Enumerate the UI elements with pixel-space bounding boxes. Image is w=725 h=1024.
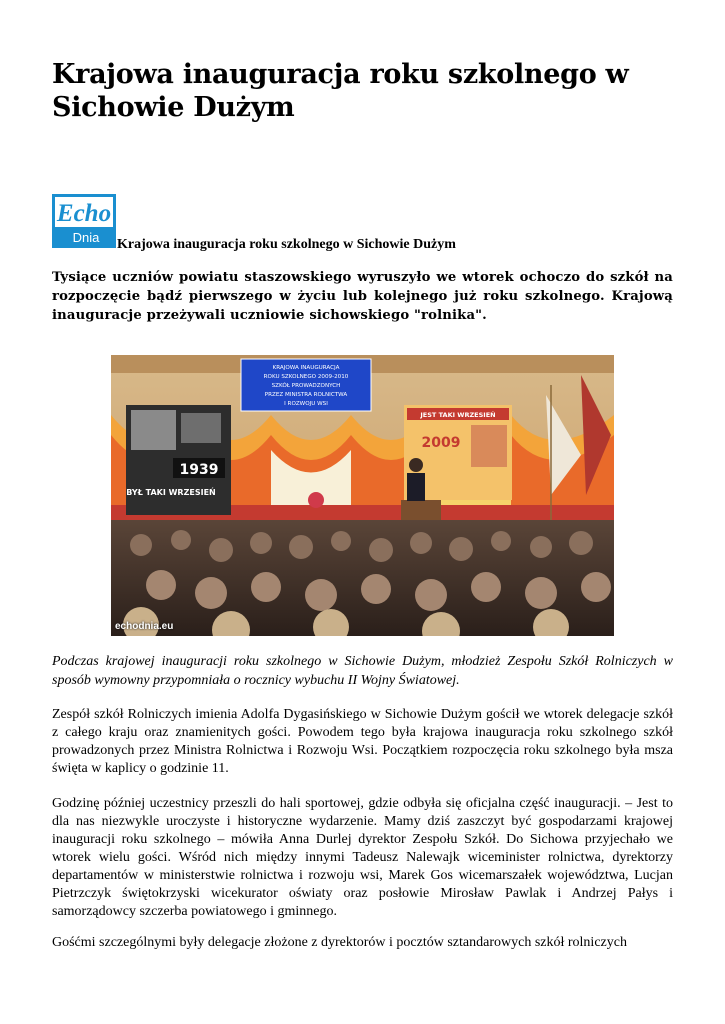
banner-line-5: I ROZWOJU WSI (284, 401, 328, 407)
banner-line-4: PRZEZ MINISTRA ROLNICTWA (264, 392, 348, 398)
banner-line-1: KRAJOWA INAUGURACJA (272, 365, 340, 371)
sign-1939: 1939 (179, 462, 219, 478)
article-title: Krajowa inauguracja roku szkolnego w Sichowie Dużym (52, 59, 629, 123)
article-paragraph-1: Zespół szkół Rolniczych imienia Adolfa Dygasińskiego w Sichowie Dużym gościł we wtorek delegacje szkół z całego kraju oraz znamienitych gości. Powodem tego była krajowa inauguracja roku szkolnego szkół prowadzonych przez Ministra Rolnictwa i Rozwoju Wsi. Początkiem rozpoczęcia roku szkolnego była msza święta w kaplicy o godzinie 11. (52, 707, 673, 776)
echo-dnia-logo (52, 194, 116, 248)
article-paragraph-3: Gośćmi szczególnymi były delegacje złożone z dyrektorów i pocztów sztandarowych szkół rolniczych (52, 935, 627, 950)
article-subheading: Krajowa inauguracja roku szkolnego w Sichowie Dużym (117, 237, 456, 252)
sign-jest-taki-wrzesien: JEST TAKI WRZESIEŃ (420, 411, 496, 419)
banner-line-3: SZKÓŁ PROWADZONYCH (271, 383, 341, 389)
article-paragraph-2: Godzinę później uczestnicy przeszli do hali sportowej, gdzie odbyła się oficjalna część inauguracji. – Jest to dla nas niezwykle uroczyste i historyczne wydarzenie. Mamy dziś zaszczyt być gospodarzami krajowej inauguracji roku szkolnego – mówiła Anna Durlej dyrektor Zespołu Szkół. Do Sichowa przyjechało we wtorek wielu gości. Wśród nich między innymi Tadeusz Nalewajk wiceminister rolnictwa, dyrektorzy departamentów w ministerstwie rolnictwa i rozwoju wsi, Marek Gos wicemarszałek województwa, Lucjan Pietrzczyk świętokrzyski wicekurator oświaty oraz posłowie Mirosław Pawlak i Andrzej Pałys i samorządowcy szczerba powiatowego i gminnego. (52, 796, 673, 919)
article-photo (111, 355, 614, 636)
sign-2009: 2009 (421, 435, 461, 451)
article-lead: Tysiące uczniów powiatu staszowskiego wyruszyło we wtorek ochoczo do szkół na rozpoczęcie bądź pierwszego w życiu lub kolejnego już roku szkolnego. Krajową inauguracje przeżywali uczniowie sichowskiego "rolnika". (52, 270, 673, 323)
banner-line-2: ROKU SZKOLNEGO 2009-2010 (263, 374, 349, 380)
sign-byl-taki-wrzesien: BYŁ TAKI WRZESIEŃ (126, 488, 216, 497)
logo-text-echo: Echo (56, 200, 112, 227)
photo-caption: Podczas krajowej inauguracji roku szkolnego w Sichowie Dużym, młodzież Zespołu Szkół Rolniczych w sposób wymowny przypomniała o rocznicy wybuchu II Wojny Światowej. (52, 654, 673, 688)
logo-text-dnia: Dnia (72, 230, 100, 245)
photo-watermark: echodnia.eu (115, 621, 174, 632)
